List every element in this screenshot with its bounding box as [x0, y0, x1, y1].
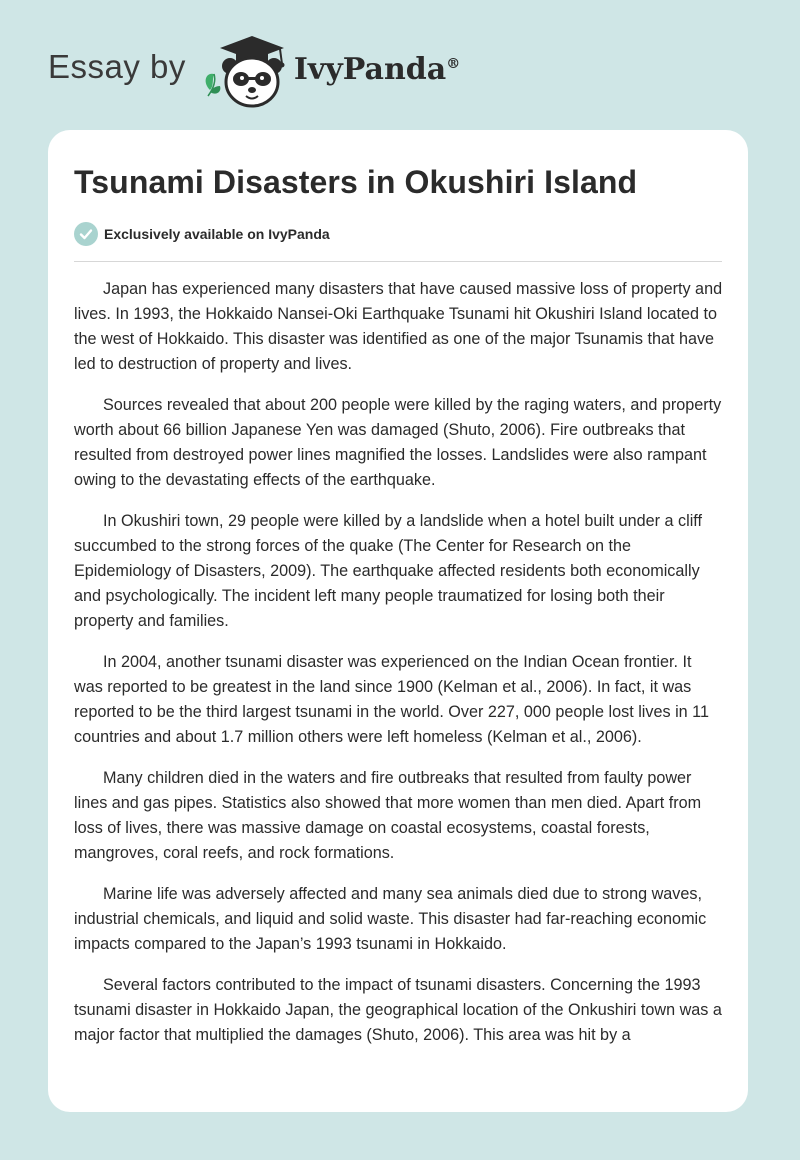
essay-card [48, 130, 748, 1112]
badge-text: Exclusively available on IvyPanda [104, 226, 330, 242]
essay-by-label: Essay by [48, 48, 186, 85]
page-title: Tsunami Disasters in Okushiri Island [74, 164, 638, 200]
paragraph: In 2004, another tsunami disaster was experienced on the Indian Ocean frontier. It was reported to be greatest in the land since 1900 (Kelman et al., 2006). In fact, it was reported to be the third largest tsunami in the world. Over 227, 000 people lost lives in 11 countries and about 1.7 million others were left homeless (Kelman et al., 2006). [74, 653, 709, 746]
registered-mark: ® [446, 55, 461, 72]
exclusive-badge [74, 222, 330, 246]
essay-body [74, 277, 724, 1064]
panda-graduate-icon[interactable] [200, 30, 292, 110]
paragraph: Many children died in the waters and fire outbreaks that resulted from faulty power lines and gas pipes. Statistics also showed that more women than men died. Apart from loss of lives, there was massive damage on coastal ecosystems, coastal forests, mangroves, coral reefs, and rock formations. [74, 769, 702, 862]
brand-name[interactable] [294, 52, 460, 87]
site-header [48, 30, 460, 110]
title-divider [74, 261, 722, 262]
check-icon [74, 222, 98, 246]
paragraph: Several factors contributed to the impact of tsunami disasters. Concerning the 1993 tsunami disaster in Hokkaido Japan, the geographical location of the Onkushiri town was a major factor that multiplied the damages (Shuto, 2006). This area was hit by a [74, 976, 722, 1044]
paragraph: Sources revealed that about 200 people were killed by the raging waters, and property worth about 66 billion Japanese Yen was damaged (Shuto, 2006). Fire outbreaks that resulted from destroyed power lines magnified the losses. Landslides were also rampant owing to the devastating effects of the earthquake. [74, 396, 722, 489]
paragraph: Marine life was adversely affected and many sea animals died due to strong waves, industrial chemicals, and liquid and solid waste. This disaster had far-reaching economic impacts compared to the Japan’s 1993 tsunami in Hokkaido. [74, 885, 707, 953]
brand-name-text: IvyPanda [293, 51, 447, 87]
paragraph: In Okushiri town, 29 people were killed by a landslide when a hotel built under a cliff succumbed to the strong forces of the quake (The Center for Research on the Epidemiology of Disasters, 2009). The earthquake affected residents both economically and psychologically. The incident left many people traumatized for losing both their property and families. [74, 512, 702, 630]
paragraph: Japan has experienced many disasters that have caused massive loss of property and lives. In 1993, the Hokkaido Nansei-Oki Earthquake Tsunami hit Okushiri Island located to the west of Hokkaido. This disaster was identified as one of the major Tsunamis that have led to destruction of property and lives. [74, 280, 723, 373]
